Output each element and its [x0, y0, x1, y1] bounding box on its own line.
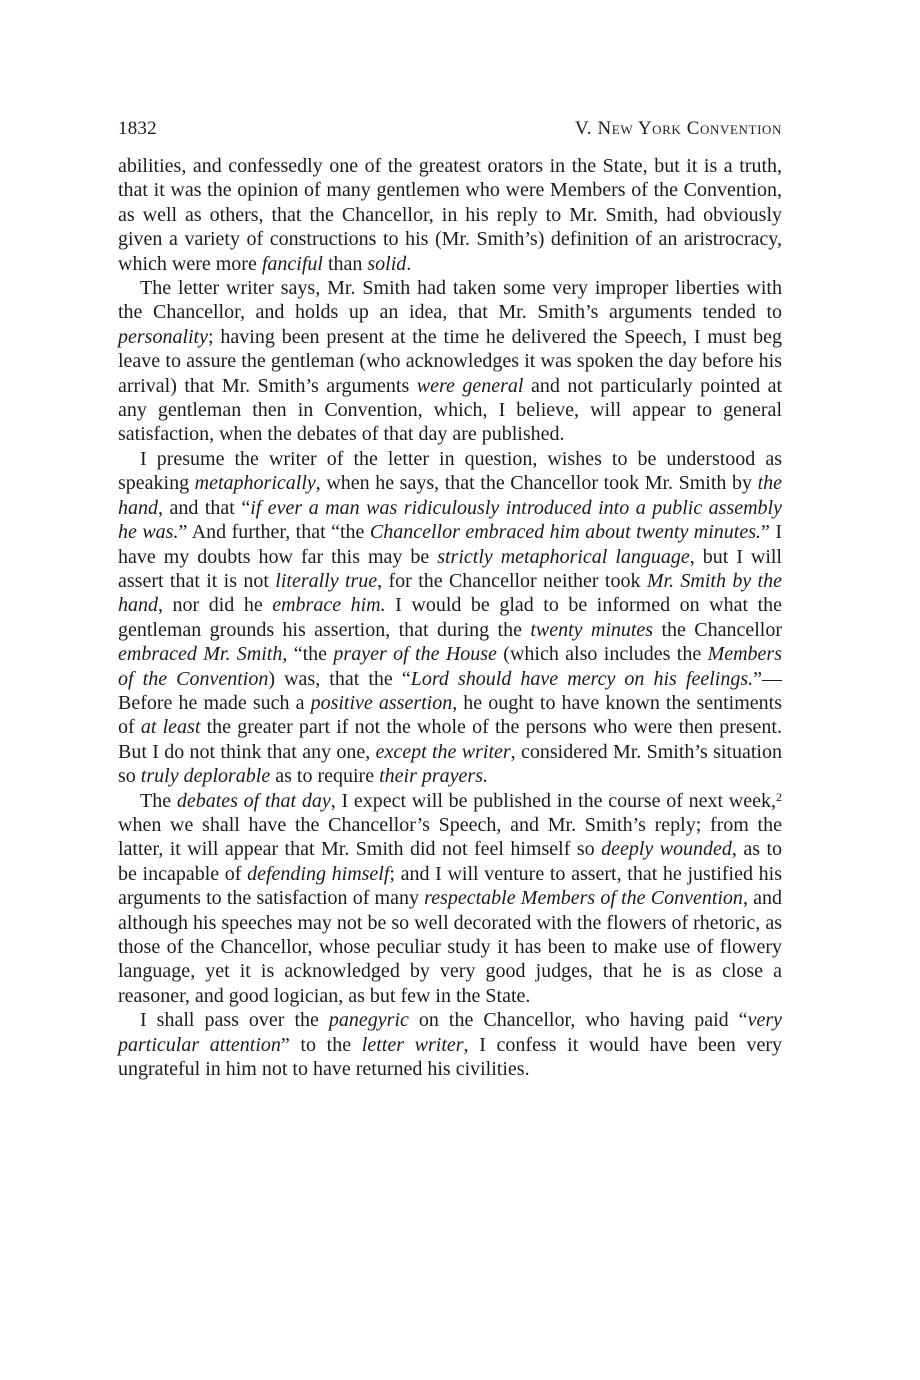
document-page	[118, 118, 782, 1081]
italic-text: defending himself	[247, 862, 390, 885]
italic-text: letter writer	[361, 1033, 464, 1056]
text-run: the greater part if not the whole of the persons who were then present. But I do not think that any one,	[118, 716, 782, 763]
text-run: ” I have my doubts how far this may be	[118, 521, 783, 568]
page-number: 1832	[118, 118, 157, 139]
text-run: ” And further, that “the	[178, 521, 370, 544]
text-run: The	[140, 789, 177, 812]
footnote-marker: 2	[776, 789, 783, 804]
italic-text: Chancellor embraced him about twenty minutes.	[369, 521, 762, 544]
italic-text: strictly metaphorical language	[437, 545, 690, 568]
text-run: and not particularly pointed at any gentleman then in Convention, which, I believe, will appear to general satisfaction, when the debates of that day are published.	[118, 374, 782, 446]
text-run: I shall pass over the	[140, 1009, 329, 1032]
text-run: the Chancellor	[653, 618, 782, 641]
text-run: when we shall have the Chancellor’s Speech, and Mr. Smith’s reply; from the latter, it will appear that Mr. Smith did not feel himself so	[118, 813, 782, 861]
italic-text: the hand	[118, 472, 783, 519]
italic-text: debates of that day	[176, 789, 331, 812]
italic-text: literally true	[275, 569, 378, 592]
section-title: V. New York Convention	[574, 118, 782, 139]
paragraph	[118, 447, 782, 789]
text-run: (which also includes the	[496, 643, 708, 666]
text-run: , I expect will be published in the course of next week,	[330, 789, 777, 812]
paragraph	[118, 276, 782, 447]
text-run: than	[322, 252, 368, 275]
text-run: abilities, and confessedly one of the greatest orators in the State, but it is a truth, that it was the opinion of many gentlemen who were Members of the Convention, as well as others, that the Chancellor, in his reply to Mr. Smith, had obviously given a variety of constructions to his (Mr. Smith’s) definition of an aristrocracy, which were more	[118, 155, 782, 275]
text-run: , as to be incapable of	[118, 838, 783, 885]
text-run: , when he says, that the Chancellor took Mr. Smith by	[315, 472, 758, 495]
text-run: as to require	[270, 765, 380, 788]
text-run: , for the Chancellor neither took	[377, 569, 647, 592]
italic-text: positive assertion	[310, 691, 453, 714]
text-run: , but I will assert that it is not	[118, 545, 782, 592]
text-run: ; and I will venture to assert, that he justified his arguments to the satisfaction of many	[118, 862, 782, 910]
text-run: ” to the	[280, 1033, 362, 1056]
text-run: , and that “	[158, 496, 251, 519]
italic-text: were general	[416, 374, 524, 397]
body-text	[118, 154, 782, 1081]
text-run: I presume the writer of the letter in question, wishes to be understood as speaking	[118, 447, 782, 495]
text-run: on the Chancellor, who having paid “	[408, 1009, 748, 1032]
text-run: .	[406, 252, 412, 275]
italic-text: their prayers.	[379, 765, 488, 788]
paragraph	[118, 1008, 782, 1081]
text-run: , he ought to have known the sentiments of	[118, 691, 783, 739]
text-run: , and although his speeches may not be so well decorated with the flowers of rhetoric, as those of the Chancellor, whose peculiar study it has been to make use of flowery language, yet it is acknowledged by very good judges, that he is as close a reasoner, and good logician, as but few in the State.	[118, 887, 782, 1007]
italic-text: Lord should have mercy on his feelings.	[410, 667, 754, 690]
italic-text: respectable Members of the Convention	[424, 887, 743, 910]
italic-text: solid	[367, 252, 407, 275]
text-run: , nor did he	[158, 594, 273, 617]
text-run: , I confess it would have been very ungrateful in him not to have returned his civilities.	[118, 1033, 783, 1081]
italic-text: prayer of the House	[333, 643, 497, 666]
running-head	[118, 118, 782, 140]
italic-text: at least	[140, 716, 201, 739]
text-run: , “the	[282, 643, 334, 666]
italic-text: truly deplorable	[140, 765, 271, 788]
italic-text: embraced Mr. Smith	[118, 643, 283, 666]
italic-text: embrace him.	[272, 594, 386, 617]
paragraph	[118, 154, 782, 276]
italic-text: except the writer	[375, 740, 511, 763]
italic-text: panegyric	[328, 1009, 409, 1032]
italic-text: Mr. Smith by the hand	[118, 569, 782, 617]
italic-text: Members of the Convention	[118, 643, 783, 690]
italic-text: fanciful	[261, 252, 323, 275]
italic-text: metaphorically	[194, 472, 316, 495]
text-run: , considered Mr. Smith’s situation so	[118, 740, 782, 788]
paragraph	[118, 789, 782, 1009]
italic-text: if ever a man was ridiculously introduced into a public assembly he was.	[118, 496, 782, 544]
text-run: The letter writer says, Mr. Smith had taken some very improper liberties with the Chancellor, and holds up an idea, that Mr. Smith’s arguments tended to	[118, 277, 782, 324]
text-run: ”—Before he made such a	[118, 667, 782, 714]
italic-text: twenty minutes	[530, 618, 654, 641]
text-run: ) was, that the “	[268, 667, 411, 690]
italic-text: personality	[118, 325, 208, 348]
text-run: ; having been present at the time he delivered the Speech, I must beg leave to assure the gentleman (who acknowledges it was spoken the day before his arrival) that Mr. Smith’s arguments	[118, 325, 782, 397]
text-run: I would be glad to be informed on what the gentleman grounds his assertion, that during the	[118, 594, 783, 641]
italic-text: very particular attention	[118, 1009, 782, 1056]
italic-text: deeply wounded	[601, 838, 732, 861]
